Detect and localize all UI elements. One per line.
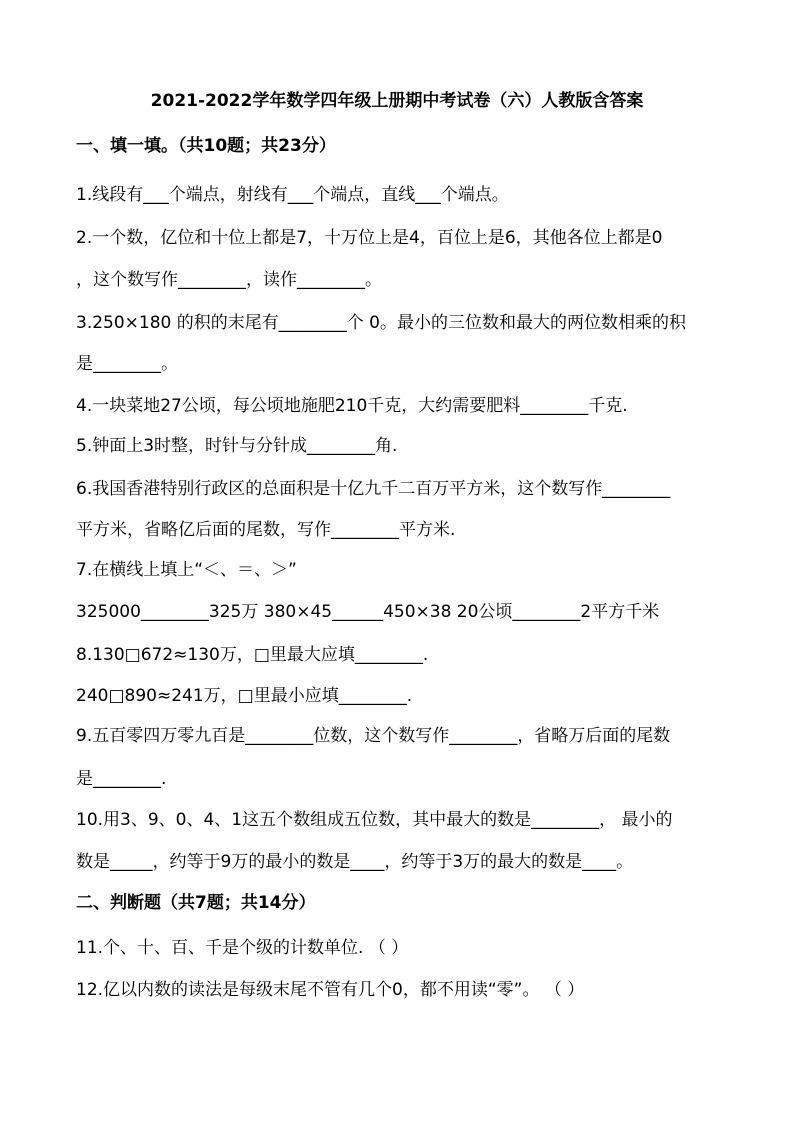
question-8-line-2: 240□890≈241万，□里最小应填________. xyxy=(76,686,413,706)
question-4: 4.一块菜地27公顷，每公顷地施肥210千克，大约需要肥料________千克. xyxy=(76,396,628,416)
question-2-line-2: ，这个数写作________，读作________。 xyxy=(76,270,382,290)
question-11: 11.个、十、百、千是个级的计数单位. （ ） xyxy=(76,938,409,958)
question-8-line-1: 8.130□672≈130万，□里最大应填________. xyxy=(76,645,429,665)
page-title: 2021-2022学年数学四年级上册期中考试卷（六）人教版含答案 xyxy=(150,91,644,111)
section-heading-fill-in: 一、填一填。（共10题；共23分） xyxy=(76,136,336,156)
question-5: 5.钟面上3时整，时针与分针成________角. xyxy=(76,436,398,456)
question-6-line-1: 6.我国香港特别行政区的总面积是十亿九千二百万平方米，这个数写作________ xyxy=(76,479,671,499)
question-9-line-2: 是________. xyxy=(76,769,167,789)
question-1: 1.线段有___个端点，射线有___个端点，直线___个端点。 xyxy=(76,185,509,205)
question-2-line-1: 2.一个数，亿位和十位上都是7，十万位上是4，百位上是6，其他各位上都是0 xyxy=(76,228,663,248)
question-3-line-1: 3.250×180 的积的末尾有________个 0。最小的三位数和最大的两位数相乘的积 xyxy=(76,313,686,333)
question-6-line-2: 平方米，省略亿后面的尾数，写作________平方米. xyxy=(76,520,456,540)
question-10-line-2: 数是_____，约等于9万的最小的数是____，约等于3万的最大的数是____。 xyxy=(76,852,634,872)
question-9-line-1: 9.五百零四万零九百是________位数，这个数写作________，省略万后面的尾数 xyxy=(76,726,671,746)
question-3-line-2: 是________。 xyxy=(76,354,178,374)
question-10-line-1: 10.用3、9、0、4、1这五个数组成五位数，其中最大的数是________， 最小的 xyxy=(76,810,673,830)
question-12: 12.亿以内数的读法是每级末尾不管有几个0，都不用读“零”。 （ ） xyxy=(76,980,585,1000)
question-7-line-2: 325000________325万 380×45______450×38 20公顷________2平方千米 xyxy=(76,602,660,622)
section-heading-true-false: 二、判断题（共7题；共14分） xyxy=(76,893,316,913)
question-7-line-1: 7.在横线上填上“＜、＝、＞” xyxy=(76,560,297,580)
